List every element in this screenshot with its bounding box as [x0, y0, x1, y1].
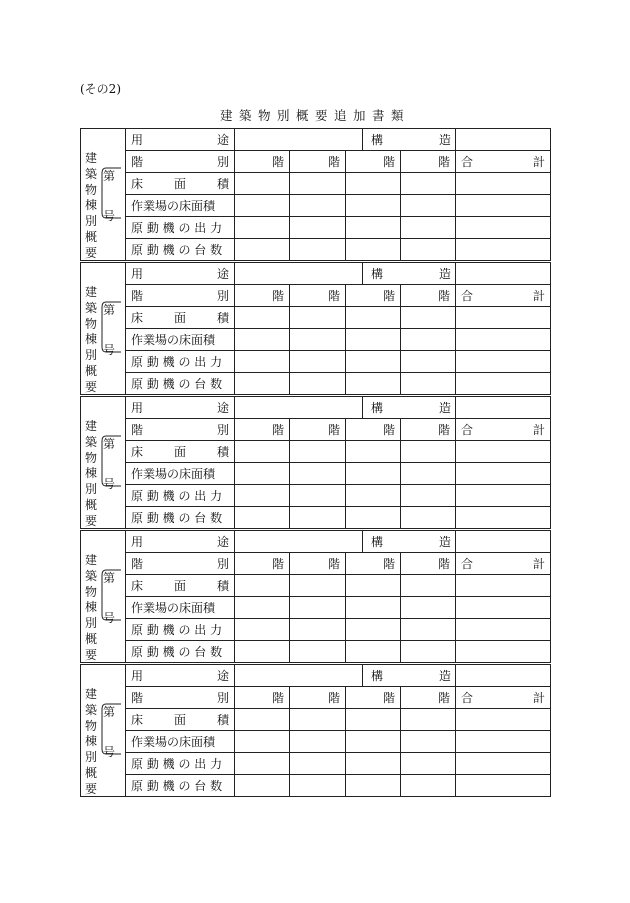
vertical-char: 築	[84, 434, 97, 449]
vertical-label	[83, 553, 99, 663]
vertical-char: 別	[84, 750, 97, 765]
vertical-char: 概	[84, 765, 97, 780]
data-cell[interactable]	[346, 195, 401, 217]
vertical-char: 要	[84, 513, 97, 528]
vertical-char: 築	[84, 568, 97, 583]
data-cell[interactable]	[346, 641, 401, 663]
data-cell[interactable]	[290, 597, 346, 619]
usage-label: 用 途	[126, 263, 235, 285]
data-cell[interactable]	[456, 463, 551, 485]
vertical-char: 要	[84, 245, 97, 260]
floors-label: 階 別	[126, 285, 235, 307]
data-cell[interactable]	[401, 217, 456, 239]
data-cell[interactable]	[401, 329, 456, 351]
structure-label: 構 造	[363, 129, 456, 151]
building-block	[80, 262, 550, 394]
data-cell[interactable]	[235, 775, 290, 797]
data-cell[interactable]	[456, 173, 551, 195]
form-title: 建築物別概要追加書類	[219, 108, 410, 123]
floor-cell[interactable]: 階	[346, 285, 401, 307]
building-side-label	[81, 263, 126, 395]
floor-cell[interactable]: 階	[235, 553, 290, 575]
data-cell[interactable]	[290, 709, 346, 731]
floors-label: 階 別	[126, 553, 235, 575]
vertical-char: 物	[84, 584, 97, 599]
vertical-label	[83, 419, 99, 529]
workplace-area-label: 作業場の床面積	[126, 195, 235, 217]
floor-cell[interactable]: 階	[401, 553, 456, 575]
structure-value-cell[interactable]	[456, 263, 551, 285]
data-cell[interactable]	[235, 351, 290, 373]
data-cell[interactable]	[290, 485, 346, 507]
data-cell[interactable]	[235, 507, 290, 529]
data-cell[interactable]	[401, 753, 456, 775]
workplace-area-label: 作業場の床面積	[126, 463, 235, 485]
data-cell[interactable]	[235, 641, 290, 663]
data-cell[interactable]	[456, 753, 551, 775]
data-cell[interactable]	[401, 641, 456, 663]
data-cell[interactable]	[235, 753, 290, 775]
number-prefix: 第	[103, 437, 116, 451]
data-cell[interactable]	[346, 753, 401, 775]
data-cell[interactable]	[346, 351, 401, 373]
data-cell[interactable]	[456, 641, 551, 663]
data-cell[interactable]	[456, 507, 551, 529]
building-table	[80, 128, 551, 261]
data-cell[interactable]	[346, 373, 401, 395]
data-cell[interactable]	[456, 575, 551, 597]
data-cell[interactable]	[456, 239, 551, 261]
building-block	[80, 530, 550, 662]
vertical-char: 要	[84, 379, 97, 394]
data-cell[interactable]	[235, 619, 290, 641]
floor-cell[interactable]: 階	[235, 285, 290, 307]
building-table	[80, 262, 551, 395]
data-cell[interactable]	[346, 329, 401, 351]
data-cell[interactable]	[346, 173, 401, 195]
building-table	[80, 396, 551, 529]
data-cell[interactable]	[235, 709, 290, 731]
vertical-char: 物	[84, 182, 97, 197]
vertical-char: 別	[84, 214, 97, 229]
structure-label: 構 造	[363, 665, 456, 687]
data-cell[interactable]	[290, 173, 346, 195]
structure-value-cell[interactable]	[456, 665, 551, 687]
usage-label: 用 途	[126, 397, 235, 419]
usage-value-cell[interactable]	[235, 531, 363, 553]
floor-area-label: 床 面 積	[126, 307, 235, 329]
building-block	[80, 396, 550, 528]
data-cell[interactable]	[401, 709, 456, 731]
data-cell[interactable]	[346, 441, 401, 463]
data-cell[interactable]	[290, 441, 346, 463]
motor-count-label: 原 動 機 の 台 数	[126, 507, 235, 529]
workplace-area-label: 作業場の床面積	[126, 731, 235, 753]
floor-cell[interactable]: 階	[290, 285, 346, 307]
usage-value-cell[interactable]	[235, 263, 363, 285]
data-cell[interactable]	[235, 195, 290, 217]
vertical-char: 概	[84, 229, 97, 244]
structure-label: 構 造	[363, 397, 456, 419]
data-cell[interactable]	[456, 195, 551, 217]
vertical-char: 概	[84, 497, 97, 512]
data-cell[interactable]	[235, 373, 290, 395]
data-cell[interactable]	[346, 619, 401, 641]
data-cell[interactable]	[346, 485, 401, 507]
usage-value-cell[interactable]	[235, 397, 363, 419]
data-cell[interactable]	[290, 463, 346, 485]
floors-label: 階 別	[126, 151, 235, 173]
floor-cell[interactable]: 階	[235, 151, 290, 173]
number-suffix: 号	[103, 745, 116, 759]
motor-count-label: 原 動 機 の 台 数	[126, 641, 235, 663]
data-cell[interactable]	[290, 195, 346, 217]
number-prefix: 第	[103, 705, 116, 719]
data-cell[interactable]	[401, 463, 456, 485]
data-cell[interactable]	[456, 597, 551, 619]
vertical-char: 別	[84, 348, 97, 363]
vertical-char: 棟	[84, 198, 97, 213]
vertical-char: 物	[84, 718, 97, 733]
vertical-char: 別	[84, 616, 97, 631]
data-cell[interactable]	[290, 731, 346, 753]
data-cell[interactable]	[235, 329, 290, 351]
form-subtitle: (その2)	[80, 82, 121, 96]
floor-cell[interactable]: 階	[290, 419, 346, 441]
data-cell[interactable]	[401, 351, 456, 373]
vertical-char: 建	[84, 285, 97, 299]
data-cell[interactable]	[401, 307, 456, 329]
total-cell[interactable]: 合 計	[456, 687, 551, 709]
floor-area-label: 床 面 積	[126, 575, 235, 597]
floor-cell[interactable]: 階	[290, 553, 346, 575]
floor-cell[interactable]: 階	[401, 285, 456, 307]
floor-cell[interactable]: 階	[401, 419, 456, 441]
vertical-char: 棟	[84, 600, 97, 615]
data-cell[interactable]	[456, 731, 551, 753]
data-cell[interactable]	[401, 373, 456, 395]
data-cell[interactable]	[346, 507, 401, 529]
data-cell[interactable]	[235, 575, 290, 597]
vertical-char: 築	[84, 166, 97, 181]
data-cell[interactable]	[456, 307, 551, 329]
data-cell[interactable]	[235, 731, 290, 753]
floor-cell[interactable]: 階	[235, 419, 290, 441]
total-cell[interactable]: 合 計	[456, 553, 551, 575]
total-cell[interactable]: 合 計	[456, 419, 551, 441]
motor-output-label: 原 動 機 の 出 力	[126, 753, 235, 775]
vertical-char: 築	[84, 702, 97, 717]
vertical-char: 別	[84, 482, 97, 497]
data-cell[interactable]	[290, 217, 346, 239]
motor-output-label: 原 動 機 の 出 力	[126, 619, 235, 641]
vertical-char: 棟	[84, 734, 97, 749]
data-cell[interactable]	[346, 239, 401, 261]
total-cell[interactable]: 合 計	[456, 285, 551, 307]
data-cell[interactable]	[456, 351, 551, 373]
floor-area-label: 床 面 積	[126, 709, 235, 731]
usage-label: 用 途	[126, 531, 235, 553]
usage-label: 用 途	[126, 665, 235, 687]
data-cell[interactable]	[235, 597, 290, 619]
structure-value-cell[interactable]	[456, 397, 551, 419]
workplace-area-label: 作業場の床面積	[126, 329, 235, 351]
floor-cell[interactable]: 階	[346, 687, 401, 709]
data-cell[interactable]	[235, 463, 290, 485]
data-cell[interactable]	[290, 307, 346, 329]
data-cell[interactable]	[456, 775, 551, 797]
data-cell[interactable]	[456, 217, 551, 239]
data-cell[interactable]	[290, 239, 346, 261]
vertical-char: 物	[84, 450, 97, 465]
data-cell[interactable]	[346, 731, 401, 753]
building-side-label	[81, 531, 126, 663]
data-cell[interactable]	[401, 485, 456, 507]
data-cell[interactable]	[456, 441, 551, 463]
data-cell[interactable]	[401, 239, 456, 261]
workplace-area-label: 作業場の床面積	[126, 597, 235, 619]
data-cell[interactable]	[401, 575, 456, 597]
number-prefix: 第	[103, 169, 116, 183]
data-cell[interactable]	[401, 597, 456, 619]
vertical-char: 築	[84, 300, 97, 315]
data-cell[interactable]	[290, 575, 346, 597]
data-cell[interactable]	[235, 217, 290, 239]
number-suffix: 号	[103, 343, 116, 357]
building-side-label	[81, 397, 126, 529]
building-table	[80, 530, 551, 663]
data-cell[interactable]	[401, 507, 456, 529]
data-cell[interactable]	[290, 619, 346, 641]
floor-cell[interactable]: 階	[290, 687, 346, 709]
data-cell[interactable]	[401, 731, 456, 753]
number-suffix: 号	[103, 611, 116, 625]
number-prefix: 第	[103, 571, 116, 585]
data-cell[interactable]	[456, 485, 551, 507]
motor-output-label: 原 動 機 の 出 力	[126, 217, 235, 239]
data-cell[interactable]	[401, 441, 456, 463]
data-cell[interactable]	[346, 775, 401, 797]
data-cell[interactable]	[401, 775, 456, 797]
structure-label: 構 造	[363, 531, 456, 553]
data-cell[interactable]	[456, 619, 551, 641]
vertical-char: 要	[84, 781, 97, 796]
number-prefix: 第	[103, 303, 116, 317]
vertical-label	[83, 285, 99, 395]
data-cell[interactable]	[290, 507, 346, 529]
data-cell[interactable]	[456, 329, 551, 351]
vertical-char: 概	[84, 363, 97, 378]
data-cell[interactable]	[401, 619, 456, 641]
vertical-char: 要	[84, 647, 97, 662]
data-cell[interactable]	[346, 709, 401, 731]
vertical-label	[83, 687, 99, 797]
number-suffix: 号	[103, 209, 116, 223]
structure-value-cell[interactable]	[456, 129, 551, 151]
data-cell[interactable]	[346, 463, 401, 485]
data-cell[interactable]	[235, 173, 290, 195]
floor-area-label: 床 面 積	[126, 441, 235, 463]
data-cell[interactable]	[346, 307, 401, 329]
total-cell[interactable]: 合 計	[456, 151, 551, 173]
vertical-char: 棟	[84, 332, 97, 347]
floor-cell[interactable]: 階	[401, 151, 456, 173]
floor-cell[interactable]: 階	[346, 553, 401, 575]
data-cell[interactable]	[346, 575, 401, 597]
data-cell[interactable]	[401, 195, 456, 217]
vertical-char: 概	[84, 631, 97, 646]
floor-cell[interactable]: 階	[346, 419, 401, 441]
motor-count-label: 原 動 機 の 台 数	[126, 239, 235, 261]
building-side-label	[81, 129, 126, 261]
data-cell[interactable]	[235, 485, 290, 507]
vertical-char: 物	[84, 316, 97, 331]
data-cell[interactable]	[346, 597, 401, 619]
motor-count-label: 原 動 機 の 台 数	[126, 775, 235, 797]
data-cell[interactable]	[290, 775, 346, 797]
usage-value-cell[interactable]	[235, 665, 363, 687]
data-cell[interactable]	[290, 351, 346, 373]
vertical-char: 建	[84, 419, 97, 433]
building-block	[80, 664, 550, 796]
floor-cell[interactable]: 階	[290, 151, 346, 173]
vertical-char: 建	[84, 553, 97, 567]
floor-cell[interactable]: 階	[401, 687, 456, 709]
structure-value-cell[interactable]	[456, 531, 551, 553]
building-block	[80, 128, 550, 260]
floor-cell[interactable]: 階	[235, 687, 290, 709]
data-cell[interactable]	[456, 709, 551, 731]
structure-label: 構 造	[363, 263, 456, 285]
vertical-char: 棟	[84, 466, 97, 481]
data-cell[interactable]	[290, 373, 346, 395]
data-cell[interactable]	[235, 307, 290, 329]
motor-count-label: 原 動 機 の 台 数	[126, 373, 235, 395]
building-side-label	[81, 665, 126, 797]
vertical-label	[83, 151, 99, 261]
data-cell[interactable]	[290, 329, 346, 351]
data-cell[interactable]	[235, 441, 290, 463]
floor-cell[interactable]: 階	[346, 151, 401, 173]
usage-value-cell[interactable]	[235, 129, 363, 151]
data-cell[interactable]	[456, 373, 551, 395]
data-cell[interactable]	[290, 641, 346, 663]
usage-label: 用 途	[126, 129, 235, 151]
floors-label: 階 別	[126, 687, 235, 709]
floors-label: 階 別	[126, 419, 235, 441]
building-table	[80, 664, 551, 797]
data-cell[interactable]	[346, 217, 401, 239]
motor-output-label: 原 動 機 の 出 力	[126, 485, 235, 507]
data-cell[interactable]	[235, 239, 290, 261]
vertical-char: 建	[84, 151, 97, 165]
data-cell[interactable]	[290, 753, 346, 775]
floor-area-label: 床 面 積	[126, 173, 235, 195]
number-suffix: 号	[103, 477, 116, 491]
vertical-char: 建	[84, 687, 97, 701]
motor-output-label: 原 動 機 の 出 力	[126, 351, 235, 373]
data-cell[interactable]	[401, 173, 456, 195]
